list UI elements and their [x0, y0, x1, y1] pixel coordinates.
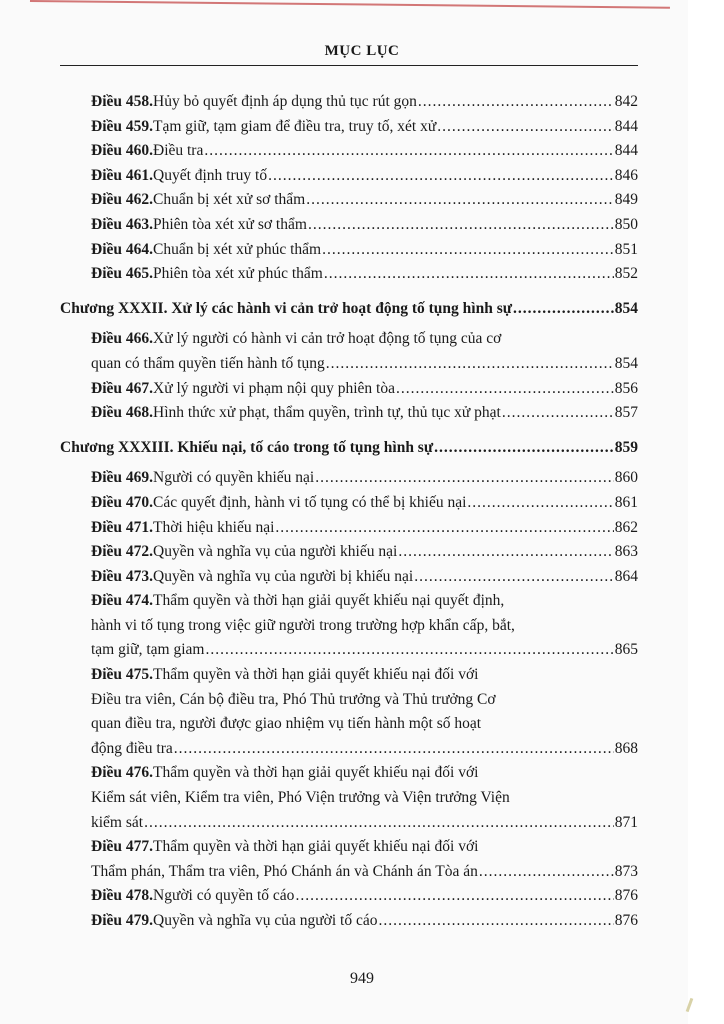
toc-entry-dieu-469[interactable]	[91, 466, 638, 491]
toc-chapter-xxxii[interactable]	[60, 297, 638, 322]
article-label: Điều 472.	[91, 543, 153, 561]
dot-leader	[306, 188, 614, 213]
article-title-line-1: Thẩm quyền và thời hạn giải quyết khiếu nại đối với	[153, 666, 479, 684]
article-title: Quyền và nghĩa vụ của người tố cáo	[153, 912, 378, 929]
page-ref: 864	[614, 567, 638, 585]
article-label: Điều 468.	[91, 404, 153, 422]
article-title: Thời hiệu khiếu nại	[153, 518, 275, 536]
article-title-line-2: Điều tra viên, Cán bộ điều tra, Phó Thủ trưởng và Thủ trưởng Cơ	[91, 690, 496, 708]
article-title-line-2: quan có thẩm quyền tiến hành tố tụng	[91, 354, 325, 372]
article-title: Quyết định truy tố	[153, 166, 268, 184]
dot-leader	[322, 238, 614, 263]
page-ref: 854	[614, 354, 638, 372]
page-ref: 851	[614, 240, 638, 258]
toc-entry-dieu-468[interactable]	[91, 401, 638, 426]
page-ref: 856	[614, 379, 638, 397]
dot-leader	[174, 737, 614, 762]
article-label: Điều 460.	[91, 142, 153, 160]
toc-entry-dieu-463[interactable]	[91, 213, 638, 238]
dot-leader	[434, 436, 614, 461]
toc-entry-dieu-461[interactable]	[91, 164, 638, 189]
article-label: Điều 470.	[91, 493, 153, 511]
dot-leader	[308, 213, 614, 238]
page-ref: 860	[614, 469, 638, 487]
toc-entry-dieu-464[interactable]	[91, 238, 638, 263]
toc-entry-dieu-458[interactable]	[91, 90, 638, 115]
article-title: Xử lý người vi phạm nội quy phiên tòa	[153, 379, 395, 397]
article-title-line-3: quan điều tra, người được giao nhiệm vụ tiến hành một số hoạt	[91, 715, 482, 733]
page-ref: 865	[614, 641, 638, 659]
toc-entry-dieu-467[interactable]	[91, 377, 638, 402]
page-ref: 852	[614, 265, 638, 283]
dot-leader	[414, 565, 614, 590]
table-of-contents	[60, 90, 638, 934]
article-title: Quyền và nghĩa vụ của người bị khiếu nại	[153, 567, 414, 585]
dot-leader	[268, 164, 614, 189]
toc-entry-dieu-472[interactable]	[91, 540, 638, 565]
page-number: 949	[350, 970, 374, 987]
article-title: Hủy bỏ quyết định áp dụng thủ tục rút gọn	[153, 93, 417, 110]
toc-entry-dieu-474[interactable]	[91, 589, 638, 663]
article-title: Phiên tòa xét xử phúc thẩm	[153, 265, 323, 283]
page-ref: 876	[614, 887, 638, 905]
article-label: Điều 479.	[91, 912, 153, 929]
page-ref: 857	[614, 404, 638, 422]
dot-leader	[437, 115, 614, 140]
page-ref: 844	[614, 117, 638, 135]
toc-entry-dieu-471[interactable]	[91, 516, 638, 541]
dot-leader	[396, 377, 614, 402]
page-title: MỤC LỤC	[324, 43, 400, 59]
article-label: Điều 458.	[91, 93, 153, 110]
article-label: Điều 474.	[91, 592, 153, 610]
toc-entry-dieu-479[interactable]	[91, 909, 638, 934]
page-ref: 871	[614, 813, 638, 831]
dot-leader	[398, 540, 613, 565]
dot-leader	[502, 401, 614, 426]
dot-leader	[144, 811, 614, 836]
article-label: Điều 473.	[91, 567, 153, 585]
header-divider	[60, 65, 638, 66]
article-label: Điều 469.	[91, 469, 153, 487]
article-label: Điều 461.	[91, 166, 153, 184]
article-title-line-2: hành vi tố tụng trong việc giữ người trong trường hợp khẩn cấp, bắt,	[91, 616, 515, 634]
article-title-line-1: Thẩm quyền và thời hạn giải quyết khiếu nại đối với	[153, 764, 479, 782]
toc-entry-dieu-473[interactable]	[91, 565, 638, 590]
page-ref: 854	[614, 299, 638, 317]
toc-entry-dieu-460[interactable]	[91, 139, 638, 164]
article-title: Điều tra	[153, 142, 204, 160]
article-title: Tạm giữ, tạm giam để điều tra, truy tố, xét xử	[153, 117, 437, 135]
article-label: Điều 477.	[91, 838, 153, 856]
article-title-line-1: Thẩm quyền và thời hạn giải quyết khiếu nại đối với	[153, 838, 479, 856]
page-ref: 873	[614, 862, 638, 880]
page-ref: 842	[614, 93, 638, 110]
article-label: Điều 464.	[91, 240, 153, 258]
page-ref: 844	[614, 142, 638, 160]
dot-leader	[418, 90, 614, 115]
article-title-line-3: kiểm sát	[91, 813, 144, 831]
article-title: Chuẩn bị xét xử sơ thẩm	[153, 191, 306, 209]
article-label: Điều 465.	[91, 265, 153, 283]
chapter-title: Chương XXXIII. Khiếu nại, tố cáo trong tố tụng hình sự	[60, 438, 434, 456]
article-title: Các quyết định, hành vi tố tụng có thể bị khiếu nại	[153, 493, 467, 511]
article-title: Người có quyền khiếu nại	[153, 469, 315, 487]
dot-leader	[326, 352, 614, 377]
article-label: Điều 471.	[91, 518, 153, 536]
article-label: Điều 475.	[91, 666, 153, 684]
article-label: Điều 459.	[91, 117, 153, 135]
page-ref: 849	[614, 191, 638, 209]
toc-entry-dieu-477[interactable]	[91, 835, 638, 884]
article-title: Người có quyền tố cáo	[153, 887, 295, 905]
page-ref: 863	[614, 543, 638, 561]
dot-leader	[324, 262, 614, 287]
dot-leader	[295, 884, 613, 909]
article-label: Điều 476.	[91, 764, 153, 782]
dot-leader	[205, 638, 613, 663]
toc-entry-dieu-465[interactable]	[91, 262, 638, 287]
toc-entry-dieu-478[interactable]	[91, 884, 638, 909]
dot-leader	[379, 909, 614, 934]
toc-entry-dieu-470[interactable]	[91, 491, 638, 516]
page-ref: 862	[614, 518, 638, 536]
page-top-edge	[30, 0, 670, 19]
page-ref: 850	[614, 215, 638, 233]
article-label: Điều 466.	[91, 330, 153, 348]
article-title-line-1: Thẩm quyền và thời hạn giải quyết khiếu nại quyết định,	[153, 592, 505, 610]
toc-entry-dieu-476[interactable]	[91, 761, 638, 835]
article-label: Điều 462.	[91, 191, 153, 209]
chapter-title: Chương XXXII. Xử lý các hành vi cản trở hoạt động tố tụng hình sự	[60, 299, 513, 317]
toc-entry-dieu-466[interactable]	[91, 327, 638, 376]
toc-chapter-xxxiii[interactable]	[60, 436, 638, 461]
page-ref: 876	[614, 912, 638, 929]
article-title-line-2: Kiểm sát viên, Kiểm tra viên, Phó Viện trưởng và Viện trưởng Viện	[91, 789, 510, 807]
article-label: Điều 467.	[91, 379, 153, 397]
article-title: Phiên tòa xét xử sơ thẩm	[153, 215, 307, 233]
toc-entry-dieu-462[interactable]	[91, 188, 638, 213]
article-label: Điều 478.	[91, 887, 153, 905]
toc-entry-dieu-475[interactable]	[91, 663, 638, 761]
page-edge	[688, 0, 724, 1024]
article-title-line-1: Xử lý người có hành vi cản trở hoạt động tố tụng của cơ	[153, 330, 502, 348]
article-title: Chuẩn bị xét xử phúc thẩm	[153, 240, 322, 258]
article-title: Quyền và nghĩa vụ của người khiếu nại	[153, 543, 398, 561]
article-title-line-2: Thẩm phán, Thẩm tra viên, Phó Chánh án và Chánh án Tòa án	[91, 862, 478, 880]
article-title: Hình thức xử phạt, thẩm quyền, trình tự, thủ tục xử phạt	[153, 404, 501, 422]
toc-entry-dieu-459[interactable]	[91, 115, 638, 140]
article-title-line-4: động điều tra	[91, 739, 173, 757]
page-ref: 859	[614, 438, 638, 456]
dot-leader	[479, 860, 614, 885]
dot-leader	[513, 297, 614, 322]
page-ref: 868	[614, 739, 638, 757]
dot-leader	[315, 466, 614, 491]
article-title-line-3: tạm giữ, tạm giam	[91, 641, 205, 659]
dot-leader	[275, 516, 613, 541]
dot-leader	[467, 491, 613, 516]
dot-leader	[204, 139, 613, 164]
page-ref: 846	[614, 166, 638, 184]
article-label: Điều 463.	[91, 215, 153, 233]
page-ref: 861	[614, 493, 638, 511]
